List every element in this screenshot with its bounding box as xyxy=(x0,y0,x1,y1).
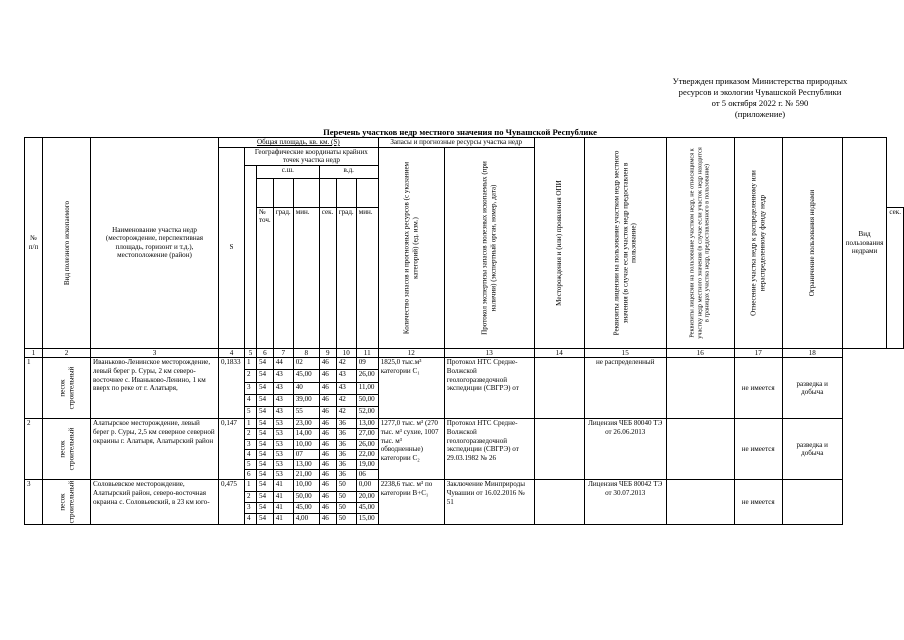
coord-cell: 46 xyxy=(319,394,336,406)
header-restrictions-text: Ограничение пользования недрами xyxy=(807,189,816,296)
header-fund-text: Отнесение участка недр к распределенному или нераспределенному фонду недр xyxy=(749,169,767,316)
coord-cell: 0,00 xyxy=(356,480,378,491)
coord-cell: 52,00 xyxy=(356,407,378,419)
coord-cell: 50 xyxy=(336,502,356,513)
coord-cell: 10,00 xyxy=(293,439,319,449)
header-deposit xyxy=(534,138,584,349)
coord-cell: 36 xyxy=(336,470,356,480)
header-area xyxy=(219,138,379,148)
coord-cell: 46 xyxy=(319,439,336,449)
approval-line-3: от 5 октября 2022 г. № 590 xyxy=(711,98,809,108)
coord-cell: 1 xyxy=(245,358,257,370)
coord-cell: 36 xyxy=(336,459,356,469)
coord-cell: 54 xyxy=(257,419,274,429)
header-lat-sec: сек. xyxy=(319,207,336,348)
coord-cell: 46 xyxy=(319,459,336,469)
coord-cell: 39,00 xyxy=(293,394,319,406)
coord-cell: 46 xyxy=(319,407,336,419)
approval-line-1: Утвержден приказом Министерства природных xyxy=(672,76,848,86)
coord-cell: 53 xyxy=(273,429,293,439)
col-number: 13 xyxy=(444,348,534,358)
table-row xyxy=(25,358,904,370)
coord-cell: 46 xyxy=(319,429,336,439)
coord-cell: 13,00 xyxy=(356,419,378,429)
header-lat-deg: град. xyxy=(273,207,293,348)
coord-cell: 50 xyxy=(336,514,356,525)
header-lon-min: мин. xyxy=(356,207,378,348)
row-mineral-text: песок строительный xyxy=(58,366,75,410)
row-site-name: Соловьевское месторождение, Алатырский район, северо-восточная окраина с. Соловьевский, в 23 км юго- xyxy=(91,480,219,525)
row-num: 3 xyxy=(25,480,43,525)
coord-cell: 2 xyxy=(245,370,257,382)
coord-cell: 3 xyxy=(245,382,257,394)
col-number: 5 xyxy=(245,348,257,358)
table-row xyxy=(25,480,904,491)
table-row xyxy=(25,419,904,429)
coord-cell: 43 xyxy=(273,382,293,394)
coord-cell: 41 xyxy=(273,514,293,525)
coord-cell: 11,00 xyxy=(356,382,378,394)
header-sub-blank-5 xyxy=(336,178,356,207)
coord-cell: 3 xyxy=(245,502,257,513)
col-number: 10 xyxy=(336,348,356,358)
row-num: 1 xyxy=(25,358,43,419)
row-license-2 xyxy=(666,358,734,419)
col-number: 15 xyxy=(584,348,666,358)
header-coord-blank xyxy=(245,165,257,348)
coord-cell: 3 xyxy=(245,439,257,449)
coord-cell: 53 xyxy=(273,419,293,429)
coord-cell: 54 xyxy=(257,382,274,394)
row-license-2 xyxy=(666,480,734,525)
coord-cell: 54 xyxy=(257,502,274,513)
coord-cell: 2 xyxy=(245,429,257,439)
coord-cell: 46 xyxy=(319,449,336,459)
coord-cell: 54 xyxy=(257,439,274,449)
coord-cell: 45,00 xyxy=(293,502,319,513)
header-usage: Вид пользования недрами xyxy=(842,138,887,349)
col-number: 17 xyxy=(734,348,782,358)
coord-cell: 07 xyxy=(293,449,319,459)
row-protocol: Протокол НТС Средне-Волжской геологоразведочной экспедиции (СВГРЭ) от 29.03.1982 № 26 xyxy=(444,419,534,480)
header-license-text: Реквизиты лицензии на пользование участком недр местного значения (в случае если участок недр предоставлен в пользование) xyxy=(612,150,638,336)
coord-cell: 40 xyxy=(293,382,319,394)
coord-cell: 46 xyxy=(319,502,336,513)
header-license-2 xyxy=(666,138,734,349)
row-usage: разведка и добыча xyxy=(782,358,842,419)
col-number: 18 xyxy=(782,348,842,358)
coord-cell: 43 xyxy=(273,394,293,406)
col-number: 12 xyxy=(378,348,444,358)
row-usage xyxy=(782,480,842,525)
coord-cell: 50 xyxy=(336,480,356,491)
col-number: 4 xyxy=(219,348,245,358)
header-s: S xyxy=(219,147,245,348)
coord-cell: 27,00 xyxy=(356,429,378,439)
header-deposit-text: Месторождения и (или) проявления ОПИ xyxy=(554,180,563,306)
header-lon-sec: сек. xyxy=(887,207,904,348)
coord-cell: 54 xyxy=(257,394,274,406)
coord-cell: 44 xyxy=(273,358,293,370)
row-area: 0,1833 xyxy=(219,358,245,419)
coord-cell: 4 xyxy=(245,394,257,406)
coord-cell: 5 xyxy=(245,459,257,469)
coord-cell: 14,00 xyxy=(293,429,319,439)
row-protocol: Заключение Минприроды Чувашии от 16.02.2016 № 51 xyxy=(444,480,534,525)
row-license: Лицензия ЧЕБ 80042 ТЭ от 30.07.2013 xyxy=(584,480,666,525)
header-north-lat: с.ш. xyxy=(257,165,320,178)
header-lat-min: мин. xyxy=(293,207,319,348)
coord-cell: 6 xyxy=(245,470,257,480)
coord-cell: 4,00 xyxy=(293,514,319,525)
coord-cell: 46 xyxy=(319,480,336,491)
header-point-no: № точ. xyxy=(257,207,274,348)
coord-cell: 46 xyxy=(319,491,336,502)
header-license xyxy=(584,138,666,349)
coord-cell: 41 xyxy=(273,480,293,491)
row-num: 2 xyxy=(25,419,43,480)
row-reserves: 1277,0 тыс. м³ (270 тыс. м³ сухие, 1007 тыс. м³ обводненные) категории С₂ xyxy=(378,419,444,480)
header-reserves-qty-text: Количество запасов и прогнозных ресурсов (с указанием категорий) (ед. изм.) xyxy=(402,161,420,334)
coord-cell: 53 xyxy=(273,470,293,480)
header-reserves-protocol-text: Протокол экспертизы запасов полезных ископаемых (при наличии) (экспертный орган, номер, дата) xyxy=(480,160,498,335)
header-area-title: Общая площадь, кв. км. (S) xyxy=(256,138,340,146)
col-number: 7 xyxy=(273,348,293,358)
header-coordinates: Географические координаты крайних точек участка недр xyxy=(245,147,379,165)
row-mineral-text: песок строительный xyxy=(58,427,75,471)
coord-cell: 06 xyxy=(356,470,378,480)
row-mineral-text: песок строительный xyxy=(58,480,75,524)
coord-cell: 42 xyxy=(336,358,356,370)
coord-cell: 15,00 xyxy=(356,514,378,525)
coord-cell: 20,00 xyxy=(356,491,378,502)
header-reserves-protocol xyxy=(444,147,534,348)
coord-cell: 46 xyxy=(319,419,336,429)
row-mineral xyxy=(43,358,91,419)
coord-cell: 36 xyxy=(336,419,356,429)
coord-cell: 46 xyxy=(319,358,336,370)
coord-cell: 36 xyxy=(336,439,356,449)
col-number: 16 xyxy=(666,348,734,358)
col-number: 9 xyxy=(319,348,336,358)
coord-cell: 46 xyxy=(319,470,336,480)
approval-note xyxy=(650,76,870,120)
coord-cell: 26,00 xyxy=(356,439,378,449)
header-lon-deg: град. xyxy=(336,207,356,348)
row-license: Лицензия ЧЕБ 80040 ТЭ от 26.06.2013 xyxy=(584,419,666,480)
approval-line-4: (приложение) xyxy=(734,109,786,119)
header-sub-blank-4 xyxy=(319,178,336,207)
row-mineral xyxy=(43,480,91,525)
coord-cell: 46 xyxy=(319,370,336,382)
coord-cell: 4 xyxy=(245,514,257,525)
coord-cell: 23,00 xyxy=(293,419,319,429)
coord-cell: 41 xyxy=(273,491,293,502)
coord-cell: 54 xyxy=(257,429,274,439)
coord-cell: 26,00 xyxy=(356,370,378,382)
col-number: 3 xyxy=(91,348,219,358)
row-site-name: Иваньково-Ленинское месторождение, левый берег р. Суры, 2 км северо-восточнее с. Иваньково-Ленино, 1 км вверх по реке от г. Алатыря, xyxy=(91,358,219,419)
header-restrictions xyxy=(782,138,842,349)
coord-cell: 46 xyxy=(319,382,336,394)
register-table xyxy=(24,137,904,525)
coord-cell: 43 xyxy=(336,370,356,382)
header-sub-blank-6 xyxy=(356,178,378,207)
coord-cell: 36 xyxy=(336,429,356,439)
coord-cell: 54 xyxy=(257,491,274,502)
coord-cell: 02 xyxy=(293,358,319,370)
row-deposit xyxy=(534,480,584,525)
header-reserves: Запасы и прогнозные ресурсы участка недр xyxy=(378,138,534,148)
coord-cell: 42 xyxy=(336,407,356,419)
coord-cell: 5 xyxy=(245,407,257,419)
header-sub-blank-2 xyxy=(273,178,293,207)
coord-cell: 1 xyxy=(245,419,257,429)
row-site-name: Алатырское месторождение, левый берег р. Суры, 2,5 км северное северной окраины г. Алатыря, Алатырский район xyxy=(91,419,219,480)
coord-cell: 09 xyxy=(356,358,378,370)
coord-cell: 13,00 xyxy=(293,459,319,469)
col-number: 6 xyxy=(257,348,274,358)
header-mineral-type-text: Вид полезного ископаемого xyxy=(62,200,71,285)
row-protocol: Протокол НТС Средне-Волжской геологоразведочной экспедиции (СВГРЭ) от xyxy=(444,358,534,419)
coord-cell: 21,00 xyxy=(293,470,319,480)
coord-cell: 1 xyxy=(245,480,257,491)
col-number: 8 xyxy=(293,348,319,358)
coord-cell: 53 xyxy=(273,449,293,459)
row-restriction: не имеется xyxy=(734,480,782,525)
row-deposit xyxy=(534,419,584,480)
header-license-2-text: Реквизиты лицензии на пользование участком недр, не относящимся к участку недр местного значения (в случае если участок недр находится в границах участка недр, предоставленного в пользование) xyxy=(688,147,711,339)
coord-cell: 54 xyxy=(257,459,274,469)
coord-cell: 22,00 xyxy=(356,449,378,459)
column-numbers-row xyxy=(25,348,904,358)
header-east-lon: в.д. xyxy=(319,165,378,178)
row-reserves: 1825,0 тыс.м³ категории С₁ xyxy=(378,358,444,419)
row-license: не распределенный xyxy=(584,358,666,419)
col-number: 2 xyxy=(43,348,91,358)
col-number: 11 xyxy=(356,348,378,358)
header-mineral-type xyxy=(43,138,91,349)
coord-cell: 45,00 xyxy=(293,370,319,382)
header-num: № п/п xyxy=(25,138,43,349)
col-number: 1 xyxy=(25,348,43,358)
coord-cell: 10,00 xyxy=(293,480,319,491)
row-restriction: не имеется xyxy=(734,358,782,419)
row-mineral xyxy=(43,419,91,480)
row-reserves: 2238,6 тыс. м³ по категории В+С₁ xyxy=(378,480,444,525)
header-sub-blank-3 xyxy=(293,178,319,207)
coord-cell: 55 xyxy=(293,407,319,419)
coord-cell: 50,00 xyxy=(356,394,378,406)
coord-cell: 53 xyxy=(273,439,293,449)
coord-cell: 46 xyxy=(319,514,336,525)
coord-cell: 42 xyxy=(336,394,356,406)
coord-cell: 50,00 xyxy=(293,491,319,502)
coord-cell: 54 xyxy=(257,358,274,370)
coord-cell: 4 xyxy=(245,449,257,459)
row-deposit xyxy=(534,358,584,419)
row-license-2 xyxy=(666,419,734,480)
coord-cell: 19,00 xyxy=(356,459,378,469)
coord-cell: 50 xyxy=(336,491,356,502)
coord-cell: 36 xyxy=(336,449,356,459)
coord-cell: 45,00 xyxy=(356,502,378,513)
header-fund xyxy=(734,138,782,349)
coord-cell: 53 xyxy=(273,459,293,469)
row-area: 0,147 xyxy=(219,419,245,480)
document-title: Перечень участков недр местного значения по Чувашской Республике xyxy=(323,127,597,137)
row-area: 0,475 xyxy=(219,480,245,525)
coord-cell: 54 xyxy=(257,370,274,382)
header-sub-blank-1 xyxy=(257,178,274,207)
coord-cell: 54 xyxy=(257,407,274,419)
coord-cell: 43 xyxy=(273,407,293,419)
header-site-name: Наименование участка недр (месторождение, перспективная площадь, горизонт и т.д.), местоположение (район) xyxy=(91,138,219,349)
row-usage: разведка и добыча xyxy=(782,419,842,480)
col-number: 14 xyxy=(534,348,584,358)
coord-cell: 41 xyxy=(273,502,293,513)
coord-cell: 54 xyxy=(257,470,274,480)
coord-cell: 54 xyxy=(257,480,274,491)
coord-cell: 43 xyxy=(273,370,293,382)
coord-cell: 2 xyxy=(245,491,257,502)
coord-cell: 54 xyxy=(257,449,274,459)
coord-cell: 43 xyxy=(336,382,356,394)
row-restriction: не имеется xyxy=(734,419,782,480)
approval-line-2: ресурсов и экологии Чувашской Республики xyxy=(678,87,842,97)
header-reserves-qty xyxy=(378,147,444,348)
coord-cell: 54 xyxy=(257,514,274,525)
